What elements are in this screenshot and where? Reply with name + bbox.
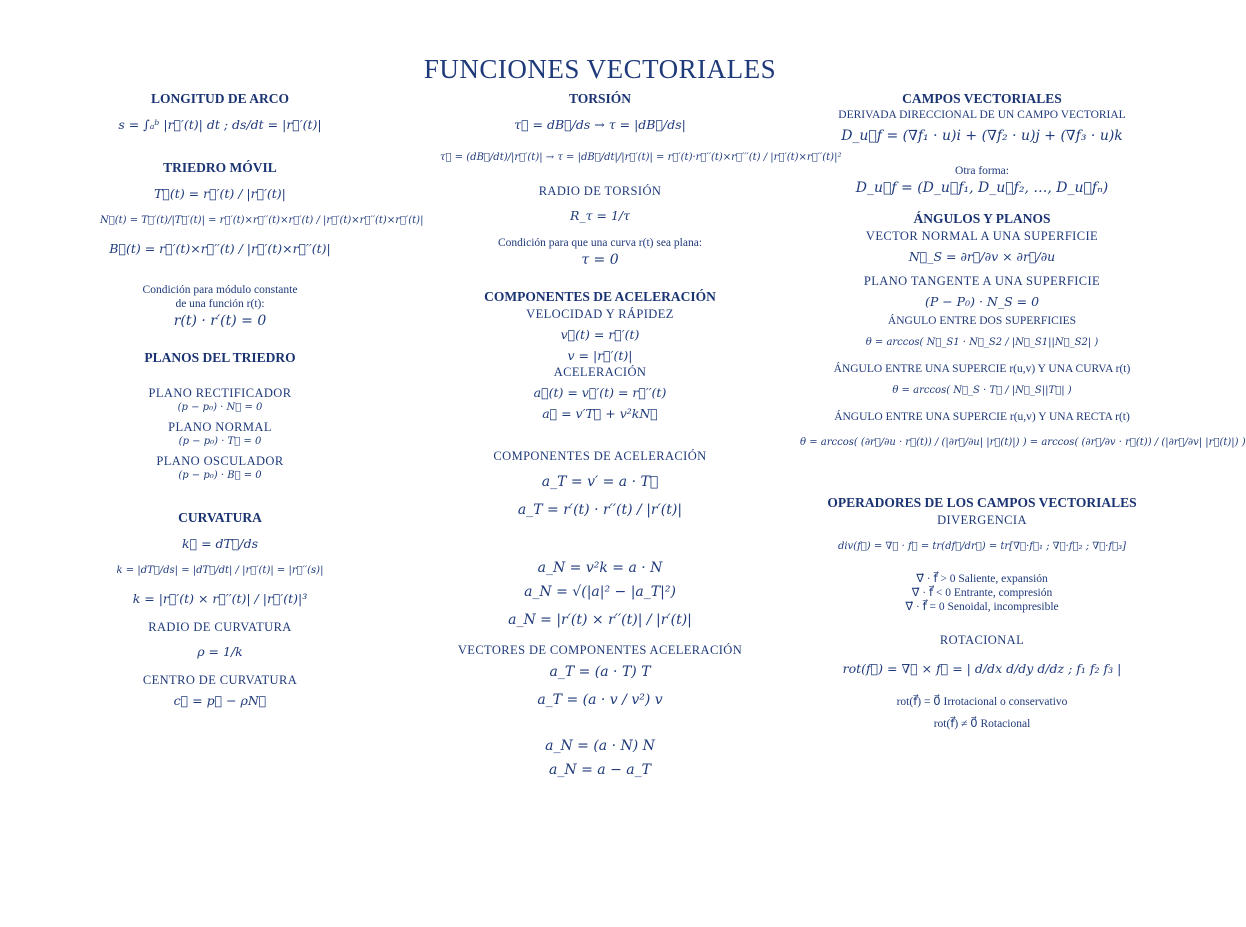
cond-funcion-text: de una función r(t): xyxy=(175,298,265,310)
eq-curvature-cross: k = |r⃗′(t) × r⃗′′(t)| / |r⃗′(t)|³ xyxy=(132,591,308,606)
eq-torsion-1: τ⃗ = dB⃗/ds → τ = |dB⃗/ds| xyxy=(514,117,686,132)
eq-aT-1: a_T = v′ = a · T⃗ xyxy=(541,474,659,490)
eq-aT-2: a_T = r′(t) · r′′(t) / |r′(t)| xyxy=(517,502,683,518)
label-componentes: COMPONENTES DE ACELERACIÓN xyxy=(493,449,707,463)
label-aceleracion: ACELERACIÓN xyxy=(553,365,647,379)
heading-planos-triedro: PLANOS DEL TRIEDRO xyxy=(144,350,296,365)
heading-angulos-planos: ÁNGULOS Y PLANOS xyxy=(913,211,1051,226)
label-angulo-superficies: ÁNGULO ENTRE DOS SUPERFICIES xyxy=(887,315,1077,327)
eq-vT-1: a_T = (a · T) T xyxy=(549,664,651,680)
label-plano-osculador: PLANO OSCULADOR xyxy=(156,454,284,468)
page-title: FUNCIONES VECTORIALES xyxy=(423,54,777,84)
column-right xyxy=(800,90,1246,731)
div-entrante: ∇⃗ · f⃗ < 0 Entrante, compresión xyxy=(911,587,1053,599)
heading-longitud-arco: LONGITUD DE ARCO xyxy=(150,91,290,106)
eq-angulo-superficie-recta: θ = arccos( (∂r⃗/∂u · r⃗(t)) / (|∂r⃗/∂u| |r⃗(t)|) ) = arccos( (∂r⃗/∂v · r⃗(t)) / (|∂r⃗/∂v| |r⃗(t)|) ) xyxy=(800,437,1246,448)
eq-aN-3: a_N = |r′(t) × r′′(t)| / |r′(t)| xyxy=(508,612,692,628)
eq-radio-torsion: R_τ = 1/τ xyxy=(569,208,631,223)
div-saliente: ∇⃗ · f⃗ > 0 Saliente, expansión xyxy=(916,573,1048,585)
eq-curvature-scalar: k = |dT⃗/ds| = |dT⃗/dt| / |r⃗′(t)| = |r⃗′′(s)| xyxy=(116,565,324,576)
eq-plano-tangente: (P − P₀) · N_S = 0 xyxy=(924,294,1040,309)
eq-vN-1: a_N = (a · N) N xyxy=(545,738,655,754)
label-angulo-superficie-recta: ÁNGULO ENTRE UNA SUPERCIE r(u,v) Y UNA RECTA r(t) xyxy=(834,411,1130,423)
eq-plano-osculador: (p − p₀) · B⃗ = 0 xyxy=(178,470,262,481)
label-derivada-direccional: DERIVADA DIRECCIONAL DE UN CAMPO VECTORIAL xyxy=(838,109,1126,121)
label-vector-normal: VECTOR NORMAL A UNA SUPERFICIE xyxy=(865,229,1099,243)
label-radio-curvatura: RADIO DE CURVATURA xyxy=(148,620,292,634)
eq-velocidad-2: v = |r⃗′(t)| xyxy=(567,348,633,363)
eq-binormal-vector: B⃗(t) = r⃗′(t)×r⃗′′(t) / |r⃗′(t)×r⃗′′(t)| xyxy=(109,241,331,256)
label-rotacional: ROTACIONAL xyxy=(939,633,1025,647)
heading-triedro-movil: TRIEDRO MÓVIL xyxy=(163,160,277,175)
rot-rotacional: rot(f⃗) ≠ 0⃗ Rotacional xyxy=(933,718,1031,730)
column-center xyxy=(440,90,842,780)
eq-cond-plana: τ = 0 xyxy=(581,252,619,268)
eq-vT-2: a_T = (a · v / v²) v xyxy=(537,692,663,708)
eq-angulo-superficie-curva: θ = arccos( N⃗_S · T⃗ / |N⃗_S||T⃗| ) xyxy=(892,385,1072,396)
label-plano-normal: PLANO NORMAL xyxy=(168,420,272,434)
label-plano-tangente: PLANO TANGENTE A UNA SUPERFICIE xyxy=(863,274,1101,288)
eq-derivada-direccional: D_u⃗f = (∇f₁ · u)i + (∇f₂ · u)j + (∇f₃ · u)k xyxy=(841,128,1123,144)
heading-curvatura: CURVATURA xyxy=(178,510,262,525)
label-velocidad: VELOCIDAD Y RÁPIDEZ xyxy=(526,307,674,321)
eq-constant-modulus: r(t) · r′(t) = 0 xyxy=(173,313,267,329)
eq-plano-rectificador: (p − p₀) · N⃗ = 0 xyxy=(177,402,263,413)
div-senoidal: ∇⃗ · f⃗ = 0 Senoidal, incompresible xyxy=(905,601,1059,613)
eq-rotacional: rot(f⃗) = ∇⃗ × f⃗ = | d/dx d/dy d/dz ; f₁ f₂ f₃ | xyxy=(842,661,1122,676)
label-angulo-superficie-curva: ÁNGULO ENTRE UNA SUPERCIE r(u,v) Y UNA CURVA r(t) xyxy=(833,363,1131,375)
eq-arc-length: s = ∫ₐᵇ |r⃗′(t)| dt ; ds/dt = |r⃗′(t)| xyxy=(118,117,322,132)
column-left xyxy=(100,90,424,709)
heading-campos-vectoriales: CAMPOS VECTORIALES xyxy=(902,91,1062,106)
cond-modulo-text: Condición para módulo constante xyxy=(142,284,298,296)
heading-operadores: OPERADORES DE LOS CAMPOS VECTORIALES xyxy=(827,495,1137,510)
eq-centro-curvatura: c⃗ = p⃗ − ρN⃗ xyxy=(173,693,267,708)
label-otra-forma: Otra forma: xyxy=(955,165,1009,177)
eq-curvature-vector: k⃗ = dT⃗/ds xyxy=(182,536,258,551)
label-vectores-componentes: VECTORES DE COMPONENTES ACELERACIÓN xyxy=(457,643,743,657)
eq-plano-normal: (p − p₀) · T⃗ = 0 xyxy=(178,436,262,447)
label-divergencia: DIVERGENCIA xyxy=(937,513,1027,527)
eq-torsion-2: τ⃗ = (dB⃗/dt)/|r⃗′(t)| → τ = |dB⃗/dt|/|r⃗′(t)| = r⃗′(t)·r⃗′′(t)×r⃗′′′(t) / |r⃗′(t)×r⃗′′(t)|² xyxy=(440,152,842,163)
eq-aN-1: a_N = v²k = a · N xyxy=(537,560,663,576)
rot-irrotacional: rot(f⃗) = 0⃗ Irrotacional o conservativo xyxy=(896,696,1068,708)
eq-aceleracion-1: a⃗(t) = v⃗′(t) = r⃗′′(t) xyxy=(533,385,667,400)
eq-normal-vector: N⃗(t) = T⃗′(t)/|T⃗′(t)| = r⃗′(t)×r⃗′′(t)×r⃗′(t) / |r⃗′(t)×r⃗′′(t)×r⃗′(t)| xyxy=(100,215,424,226)
eq-divergencia: div(f⃗) = ∇⃗ · f⃗ = tr(df⃗/dr⃗) = tr[∇⃗·f⃗₁ ; ∇⃗·f⃗₂ ; ∇⃗·f⃗₃] xyxy=(837,541,1127,552)
eq-aceleracion-2: a⃗ = v′T⃗ + v²kN⃗ xyxy=(542,406,658,421)
heading-torsion: TORSIÓN xyxy=(568,91,632,106)
heading-componentes-aceleracion: COMPONENTES DE ACELERACIÓN xyxy=(484,289,716,304)
label-radio-torsion: RADIO DE TORSIÓN xyxy=(538,184,662,198)
eq-vector-normal: N⃗_S = ∂r⃗/∂v × ∂r⃗/∂u xyxy=(908,249,1056,264)
eq-velocidad-1: v⃗(t) = r⃗′(t) xyxy=(560,327,640,342)
eq-aN-2: a_N = √(|a|² − |a_T|²) xyxy=(524,584,676,600)
eq-angulo-superficies: θ = arccos( N⃗_S1 · N⃗_S2 / |N⃗_S1||N⃗_S2| ) xyxy=(865,337,1099,348)
eq-tangent-vector: T⃗(t) = r⃗′(t) / |r⃗′(t)| xyxy=(154,186,286,201)
cond-plana-text: Condición para que una curva r(t) sea plana: xyxy=(497,237,703,249)
label-plano-rectificador: PLANO RECTIFICADOR xyxy=(148,386,292,400)
eq-vN-2: a_N = a − a_T xyxy=(549,762,651,778)
label-centro-curvatura: CENTRO DE CURVATURA xyxy=(142,673,298,687)
eq-otra-forma: D_u⃗f = (D_u⃗f₁, D_u⃗f₂, …, D_u⃗fₙ) xyxy=(855,180,1109,196)
eq-radio-curvatura: ρ = 1/k xyxy=(197,644,243,659)
